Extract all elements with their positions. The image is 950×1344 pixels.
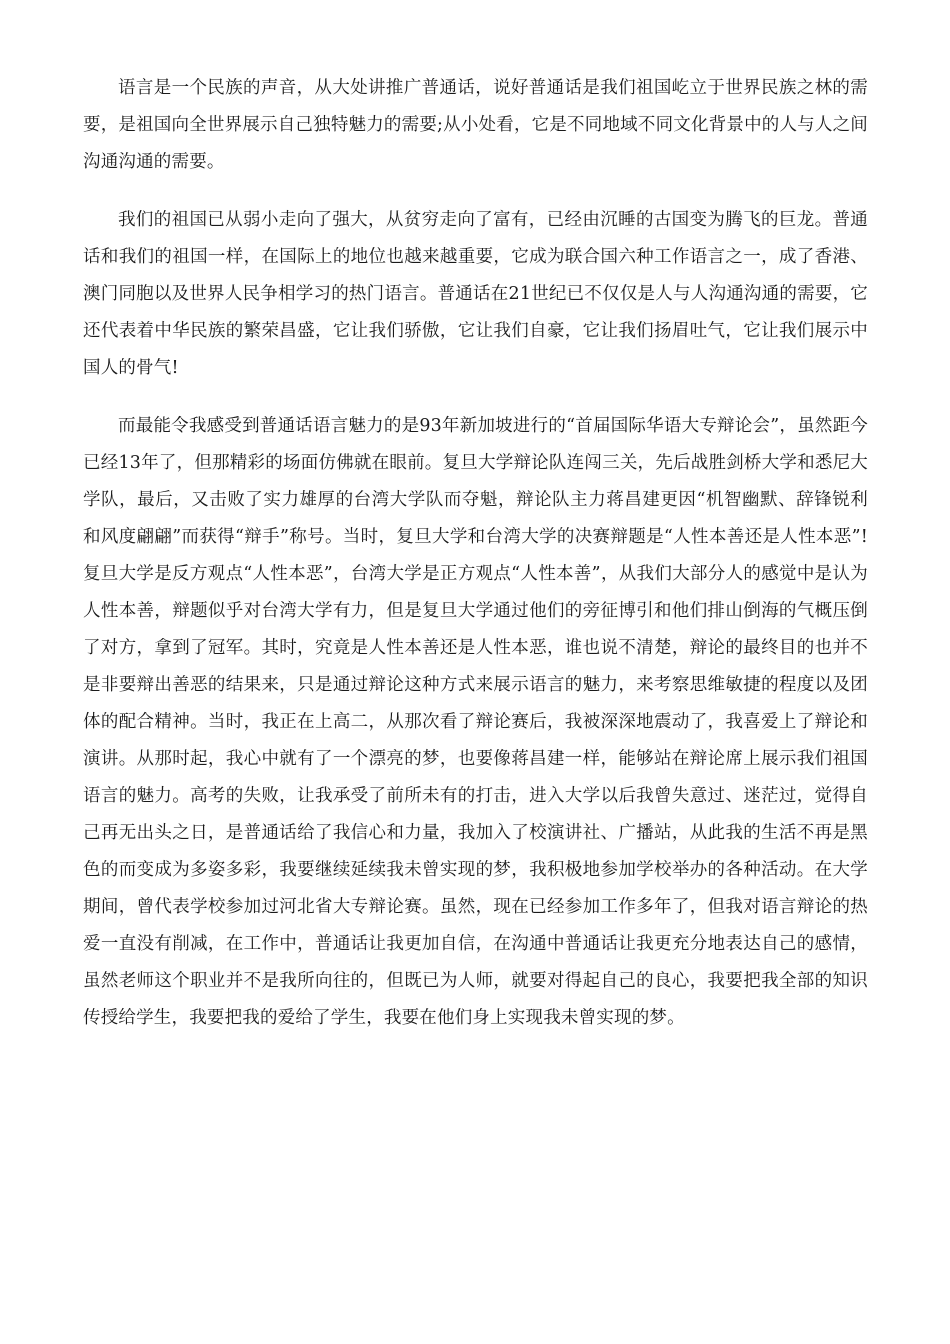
paragraph-1: 语言是一个民族的声音，从大处讲推广普通话，说好普通话是我们祖国屹立于世界民族之林的需要，是祖国向全世界展示自己独特魅力的需要;从小处看，它是不同地域不同文化背景中的人与人之间沟通沟通的需要。 <box>83 78 868 172</box>
document-body <box>83 70 868 1058</box>
paragraph-3: 而最能令我感受到普通话语言魅力的是93年新加坡进行的“首届国际华语大专辩论会”，虽然距今已经13年了，但那精彩的场面仿佛就在眼前。复旦大学辩论队连闯三关，先后战胜剑桥大学和悉尼大学队，最后，又击败了实力雄厚的台湾大学队而夺魁，辩论队主力蒋昌建更因“机智幽默、辞锋锐利和风度翩翩”而获得“辩手”称号。当时，复旦大学和台湾大学的决赛辩题是“人性本善还是人性本恶”!复旦大学是反方观点“人性本恶”，台湾大学是正方观点“人性本善”，从我们大部分人的感觉中是认为人性本善，辩题似乎对台湾大学有力，但是复旦大学通过他们的旁征博引和他们排山倒海的气概压倒了对方，拿到了冠军。其时，究竟是人性本善还是人性本恶，谁也说不清楚，辩论的最终目的也并不是非要辩出善恶的结果来，只是通过辩论这种方式来展示语言的魅力，来考察思维敏捷的程度以及团体的配合精神。当时，我正在上高二，从那次看了辩论赛后，我被深深地震动了，我喜爱上了辩论和演讲。从那时起，我心中就有了一个漂亮的梦，也要像蒋昌建一样，能够站在辩论席上展示我们祖国语言的魅力。高考的失败，让我承受了前所未有的打击，进入大学以后我曾失意过、迷茫过，觉得自己再无出头之日，是普通话给了我信心和力量，我加入了校演讲社、广播站，从此我的生活不再是黑色的而变成为多姿多彩，我要继续延续我未曾实现的梦，我积极地参加学校举办的各种活动。在大学期间，曾代表学校参加过河北省大专辩论赛。虽然，现在已经参加工作多年了，但我对语言辩论的热爱一直没有削减，在工作中，普通话让我更加自信，在沟通中普通话让我更充分地表达自己的感情，虽然老师这个职业并不是我所向往的，但既已为人师，就要对得起自己的良心，我要把我全部的知识传授给学生，我要把我的爱给了学生，我要在他们身上实现我未曾实现的梦。 <box>83 416 868 1028</box>
paragraph-2: 我们的祖国已从弱小走向了强大，从贫穷走向了富有，已经由沉睡的古国变为腾飞的巨龙。普通话和我们的祖国一样，在国际上的地位也越来越重要，它成为联合国六种工作语言之一，成了香港、澳门同胞以及世界人民争相学习的热门语言。普通话在21世纪已不仅仅是人与人沟通沟通的需要，它还代表着中华民族的繁荣昌盛，它让我们骄傲，它让我们自豪，它让我们扬眉吐气，它让我们展示中国人的骨气! <box>83 210 868 378</box>
